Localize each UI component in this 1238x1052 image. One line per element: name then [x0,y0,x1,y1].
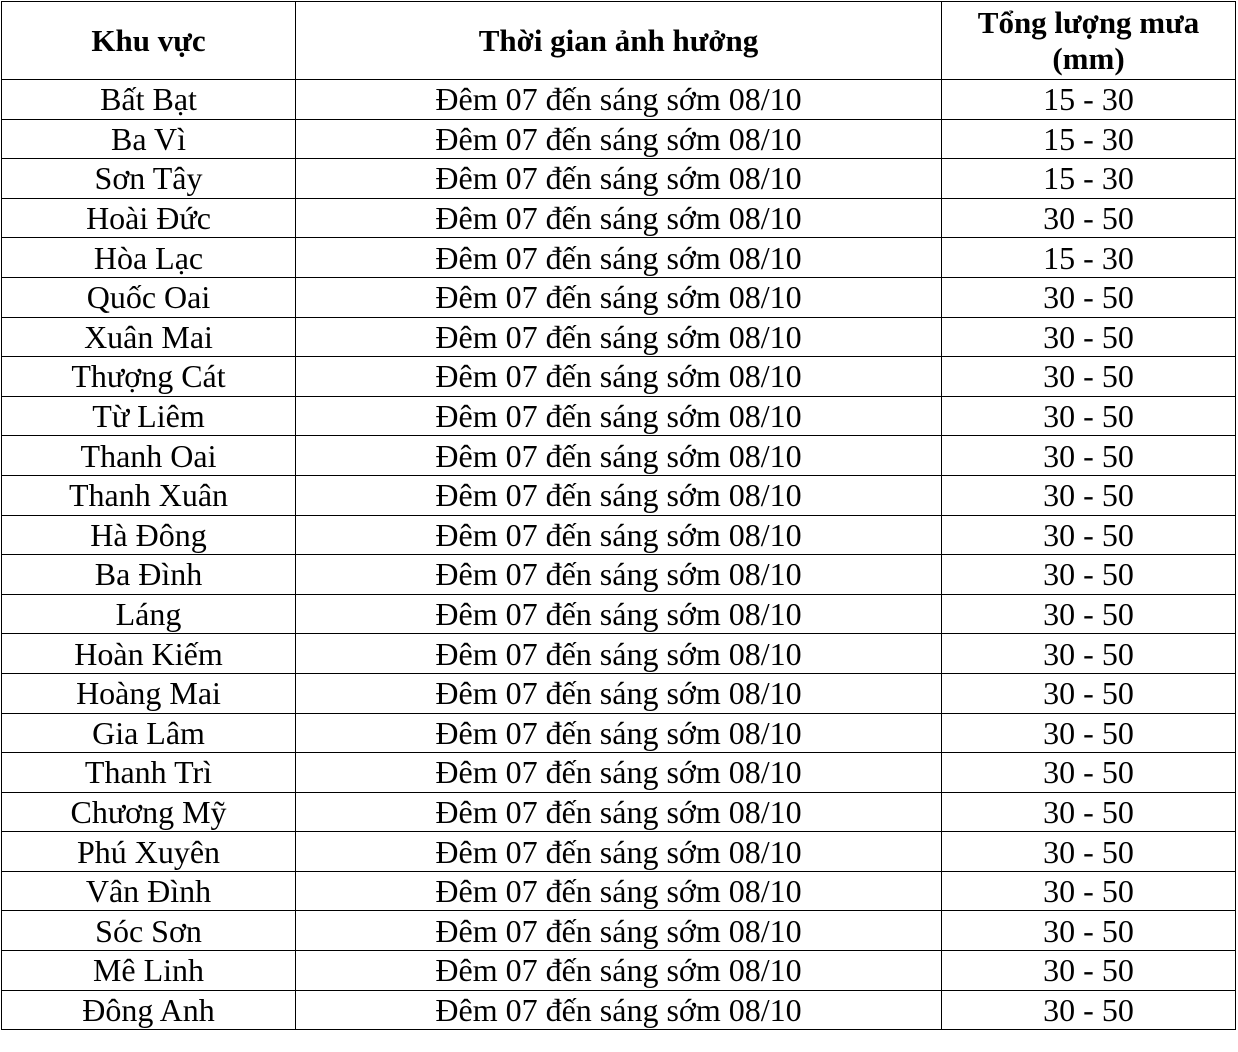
cell-area: Phú Xuyên [2,832,296,872]
cell-rainfall: 30 - 50 [942,792,1236,832]
table-row [2,673,1236,713]
cell-time: Đêm 07 đến sáng sớm 08/10 [296,80,942,120]
cell-time: Đêm 07 đến sáng sớm 08/10 [296,634,942,674]
cell-rainfall: 30 - 50 [942,832,1236,872]
cell-rainfall: 30 - 50 [942,357,1236,397]
cell-area: Láng [2,594,296,634]
cell-time: Đêm 07 đến sáng sớm 08/10 [296,832,942,872]
header-time: Thời gian ảnh hưởng [296,2,942,80]
cell-rainfall: 15 - 30 [942,119,1236,159]
cell-area: Gia Lâm [2,713,296,753]
cell-area: Thanh Xuân [2,475,296,515]
cell-time: Đêm 07 đến sáng sớm 08/10 [296,198,942,238]
table-row [2,792,1236,832]
cell-time: Đêm 07 đến sáng sớm 08/10 [296,753,942,793]
cell-area: Quốc Oai [2,277,296,317]
cell-rainfall: 30 - 50 [942,317,1236,357]
table-row [2,990,1236,1030]
table-header [2,2,1236,80]
cell-area: Thanh Trì [2,753,296,793]
cell-area: Sóc Sơn [2,911,296,951]
cell-area: Hoài Đức [2,198,296,238]
table-row [2,80,1236,120]
cell-rainfall: 30 - 50 [942,515,1236,555]
cell-area: Ba Đình [2,555,296,595]
table-body [2,80,1236,1030]
cell-area: Hoàn Kiếm [2,634,296,674]
cell-time: Đêm 07 đến sáng sớm 08/10 [296,277,942,317]
cell-rainfall: 30 - 50 [942,277,1236,317]
cell-rainfall: 30 - 50 [942,871,1236,911]
cell-time: Đêm 07 đến sáng sớm 08/10 [296,238,942,278]
cell-area: Thanh Oai [2,436,296,476]
table-row [2,119,1236,159]
cell-area: Chương Mỹ [2,792,296,832]
cell-rainfall: 30 - 50 [942,673,1236,713]
cell-time: Đêm 07 đến sáng sớm 08/10 [296,792,942,832]
cell-rainfall: 30 - 50 [942,198,1236,238]
cell-rainfall: 30 - 50 [942,436,1236,476]
cell-area: Xuân Mai [2,317,296,357]
cell-time: Đêm 07 đến sáng sớm 08/10 [296,951,942,991]
table-row [2,713,1236,753]
cell-area: Đông Anh [2,990,296,1030]
cell-rainfall: 30 - 50 [942,396,1236,436]
cell-time: Đêm 07 đến sáng sớm 08/10 [296,713,942,753]
cell-area: Hà Đông [2,515,296,555]
table-row [2,634,1236,674]
cell-area: Từ Liêm [2,396,296,436]
header-rainfall-unit: (mm) [1052,40,1125,76]
cell-rainfall: 30 - 50 [942,990,1236,1030]
cell-time: Đêm 07 đến sáng sớm 08/10 [296,515,942,555]
table-row [2,198,1236,238]
cell-rainfall: 30 - 50 [942,594,1236,634]
cell-rainfall: 15 - 30 [942,80,1236,120]
table-row [2,436,1236,476]
cell-time: Đêm 07 đến sáng sớm 08/10 [296,990,942,1030]
table-row [2,159,1236,199]
cell-area: Sơn Tây [2,159,296,199]
cell-rainfall: 30 - 50 [942,555,1236,595]
table-row [2,594,1236,634]
cell-time: Đêm 07 đến sáng sớm 08/10 [296,871,942,911]
cell-area: Hoàng Mai [2,673,296,713]
cell-area: Thượng Cát [2,357,296,397]
cell-area: Hòa Lạc [2,238,296,278]
table-row [2,238,1236,278]
cell-rainfall: 30 - 50 [942,475,1236,515]
header-row [2,2,1236,80]
table-row [2,951,1236,991]
cell-area: Ba Vì [2,119,296,159]
table-row [2,871,1236,911]
cell-rainfall: 30 - 50 [942,753,1236,793]
cell-area: Vân Đình [2,871,296,911]
table-row [2,357,1236,397]
cell-rainfall: 30 - 50 [942,911,1236,951]
cell-area: Bất Bạt [2,80,296,120]
cell-time: Đêm 07 đến sáng sớm 08/10 [296,396,942,436]
cell-time: Đêm 07 đến sáng sớm 08/10 [296,555,942,595]
table-row [2,396,1236,436]
header-rainfall [942,2,1236,80]
cell-time: Đêm 07 đến sáng sớm 08/10 [296,436,942,476]
table-row [2,277,1236,317]
table-row [2,911,1236,951]
cell-rainfall: 15 - 30 [942,159,1236,199]
table-row [2,515,1236,555]
cell-time: Đêm 07 đến sáng sớm 08/10 [296,159,942,199]
rainfall-table [1,1,1236,1030]
cell-rainfall: 30 - 50 [942,634,1236,674]
cell-rainfall: 15 - 30 [942,238,1236,278]
table-row [2,475,1236,515]
cell-area: Mê Linh [2,951,296,991]
cell-time: Đêm 07 đến sáng sớm 08/10 [296,594,942,634]
header-area: Khu vực [2,2,296,80]
cell-rainfall: 30 - 50 [942,951,1236,991]
table-row [2,832,1236,872]
cell-time: Đêm 07 đến sáng sớm 08/10 [296,475,942,515]
cell-time: Đêm 07 đến sáng sớm 08/10 [296,357,942,397]
cell-rainfall: 30 - 50 [942,713,1236,753]
table-row [2,555,1236,595]
table-row [2,753,1236,793]
cell-time: Đêm 07 đến sáng sớm 08/10 [296,911,942,951]
cell-time: Đêm 07 đến sáng sớm 08/10 [296,317,942,357]
cell-time: Đêm 07 đến sáng sớm 08/10 [296,119,942,159]
header-rainfall-line1: Tổng lượng mưa [977,4,1200,40]
table-row [2,317,1236,357]
cell-time: Đêm 07 đến sáng sớm 08/10 [296,673,942,713]
